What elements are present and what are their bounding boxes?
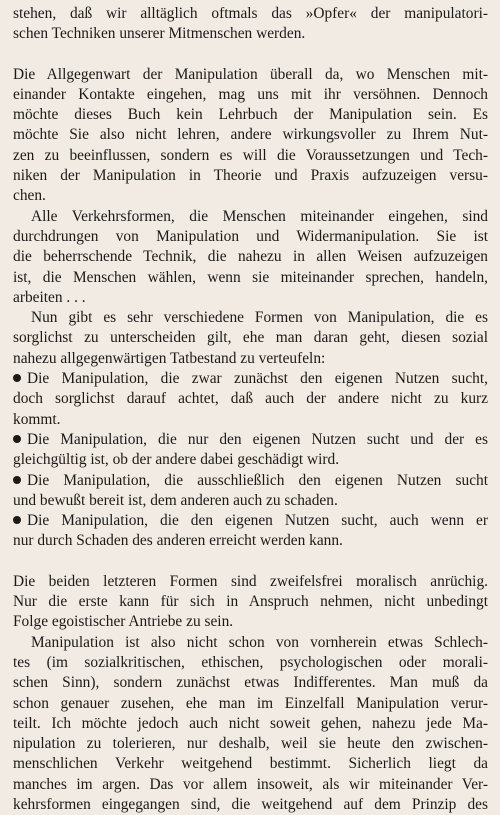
bullet-text: Die Manipulation, die zwar zunächst den eigenen Nutzen sucht, xyxy=(27,370,488,388)
text-line: teilt. Ich möchte jedoch auch nicht soweit gehen, nahezu jede Ma- xyxy=(13,714,488,732)
bullet-item xyxy=(13,430,488,471)
text-line: arbeiten . . . xyxy=(13,288,86,306)
paragraph-gap xyxy=(13,45,488,65)
text-line: doch sorglichst darauf achtet, daß auch der andere nicht zu kurz xyxy=(13,390,488,408)
text-line: gleichgültig ist, ob der andere dabei geschädigt wird. xyxy=(13,451,340,469)
text-line: schen Sinn), sondern zunächst etwas Indifferentes. Man muß da xyxy=(13,674,488,692)
bullet-dot-icon xyxy=(13,374,21,382)
paragraph-verkehrsformen xyxy=(13,207,488,308)
bullet-dot-icon xyxy=(13,476,21,484)
text-line: möchte Sie also nicht lehren, andere wirkungsvoller zu Ihrem Nut- xyxy=(13,126,488,144)
bullet-dot-icon xyxy=(13,435,21,443)
text-line: Die beiden letzteren Formen sind zweifelsfrei moralisch anrüchig. xyxy=(13,572,488,590)
paragraph-gap xyxy=(13,552,488,572)
text-line: Folge egoistischer Antriebe zu sein. xyxy=(13,613,234,631)
bullet-text: Die Manipulation, die nur den eigenen Nutzen sucht und der es xyxy=(27,430,488,448)
text-line: niken der Manipulation in Theorie und Praxis aufzuzeigen versu- xyxy=(13,167,488,185)
paragraph-allgegenwart xyxy=(13,65,488,207)
bullet-dot-icon xyxy=(13,516,21,524)
paragraph-intro xyxy=(13,4,488,45)
bullet-item xyxy=(13,369,488,430)
text-line: kehrsformen eingegangen sind, die weitgehend auf dem Prinzip des xyxy=(13,795,488,813)
bullet-item xyxy=(13,471,488,512)
text-line: durchdrungen von Manipulation und Widermanipulation. Sie ist xyxy=(13,227,488,245)
text-line xyxy=(13,369,488,389)
text-line: nur durch Schaden des anderen erreicht werden kann. xyxy=(13,532,343,550)
text-line: Nun gibt es sehr verschiedene Formen von Manipulation, die es xyxy=(31,309,488,327)
text-line xyxy=(13,430,488,450)
text-line: tes (im sozialkritischen, ethischen, psychologischen oder morali- xyxy=(13,653,488,671)
paragraph-formen xyxy=(13,308,488,369)
text-line: und bewußt bereit ist, dem anderen auch zu schaden. xyxy=(13,491,338,509)
text-line xyxy=(13,471,488,491)
text-line: chen. xyxy=(13,187,46,205)
text-line: Nur die erste kann für sich in Anspruch nehmen, nicht unbedingt xyxy=(13,593,488,611)
text-line: möchte dieses Buch kein Lehrbuch der Manipulation sein. Es xyxy=(13,106,488,124)
text-line: stehen, daß wir alltäglich oftmals das »Opfer« der manipulatori- xyxy=(13,5,488,22)
bullet-text: Die Manipulation, die den eigenen Nutzen sucht, auch wenn er xyxy=(27,512,488,530)
text-line: ist, die Menschen wählen, wenn sie miteinander sprechen, handeln, xyxy=(13,268,488,286)
bullet-text: Die Manipulation, die ausschließlich den eigenen Nutzen sucht xyxy=(27,471,488,489)
text-line: Die Allgegenwart der Manipulation überall da, wo Menschen mit- xyxy=(13,65,488,83)
text-line: nipulation zu tolerieren, nur deshalb, weil sie heute den zwischen- xyxy=(13,735,488,753)
text-line: nahezu allgegenwärtigen Tatbestand zu verteufeln: xyxy=(13,349,326,367)
text-line: schon genauer zusehen, ehe man im Einzelfall Manipulation verur- xyxy=(13,694,488,712)
text-line: schen Techniken unserer Mitmenschen werden. xyxy=(13,25,306,43)
text-line: einander Kontakte eingehen, mag uns mit ihr versöhnen. Dennoch xyxy=(13,85,488,103)
text-line: die beherrschende Technik, die nahezu in allen Weisen aufzuzeigen xyxy=(13,248,488,266)
text-line: Manipulation ist also nicht schon von vornherein etwas Schlech- xyxy=(31,633,488,651)
text-line: manches im argen. Das vor allem insoweit, als wir miteinander Ver- xyxy=(13,775,488,793)
text-line xyxy=(13,511,488,531)
paragraph-moralisch xyxy=(13,572,488,633)
text-line: zen zu beeinflussen, sondern es will die Voraussetzungen und Tech- xyxy=(13,146,488,164)
text-line: menschlichen Verkehr weitgehend bestimmt. Sicherlich liegt da xyxy=(13,755,488,773)
text-line: kommt. xyxy=(13,410,61,428)
text-line: sorglichst zu unterscheiden gilt, ehe man daran geht, diesen sozial xyxy=(13,329,488,347)
text-line: Alle Verkehrsformen, die Menschen miteinander eingehen, sind xyxy=(31,207,488,225)
bullet-item xyxy=(13,511,488,552)
